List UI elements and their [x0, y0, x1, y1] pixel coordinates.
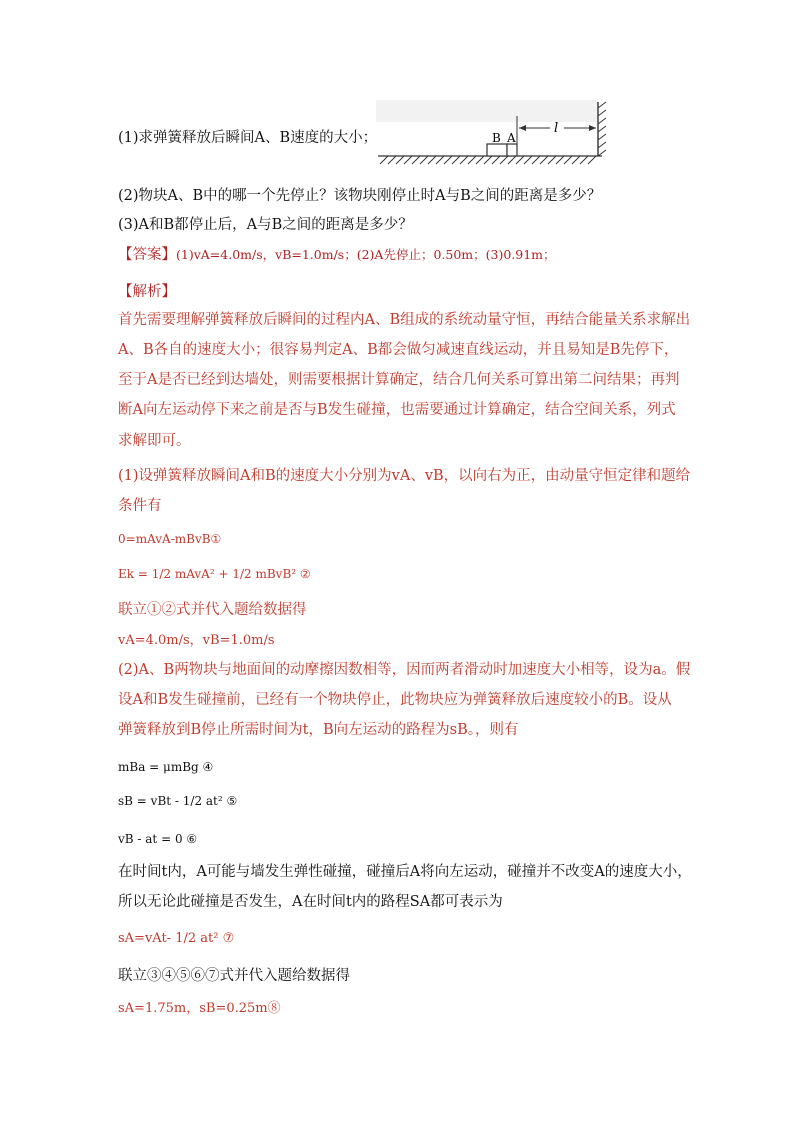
block-a [507, 144, 517, 156]
label-b: B [492, 131, 501, 145]
equation-1: 0=mAvA-mBvB① [118, 532, 222, 546]
answer-text: (1)vA=4.0m/s，vB=1.0m/s；(2)A先停止；0.50m；(3)0.91m； [176, 247, 556, 262]
analysis-p3-line-2: 设A和B发生碰撞前，已经有一个物块停止，此物块应为弹簧释放后速度较小的B。设从 [118, 692, 672, 708]
analysis-p1-line-4: 断A向左运动停下来之前是否与B发生碰撞，也需要通过计算确定，结合空间关系，列式 [118, 402, 676, 418]
equation-4: mBa = μmBg ④ [118, 760, 214, 774]
analysis-p4-line-1: 在时间t内，A可能与墙发生弹性碰撞，碰撞后A将向左运动，碰撞并不改变A的速度大小， [118, 864, 692, 880]
analysis-p2-line-2: 条件有 [118, 498, 162, 514]
question-1: (1)求弹簧释放后瞬间A、B速度的大小； [118, 130, 378, 146]
label-l: l [554, 121, 559, 136]
spring-blocks-figure [376, 98, 616, 168]
analysis-p4-line-2: 所以无论此碰撞是否发生，A在时间t内的路程SA都可表示为 [118, 894, 503, 910]
analysis-p3-line-1: (2)A、B两物块与地面间的动摩擦因数相等，因而两者滑动时加速度大小相等，设为a。假 [118, 662, 691, 678]
join-text-1: 联立①②式并代入题给数据得 [118, 602, 307, 618]
join-text-2: 联立③④⑤⑥⑦式并代入题给数据得 [118, 968, 350, 984]
answer-tag: 【答案】 [118, 247, 176, 263]
answer-line [118, 245, 556, 265]
equation-5: sB = vBt - 1/2 at² ⑤ [118, 794, 238, 808]
analysis-p2-line-1: (1)设弹簧释放瞬间A和B的速度大小分别为vA、vB，以向右为正，由动量守恒定律和题给 [118, 468, 691, 484]
label-a: A [507, 131, 516, 145]
equation-6: vB - at = 0 ⑥ [118, 832, 198, 846]
equation-2: Ek = 1/2 mAvA² + 1/2 mBvB² ② [118, 567, 311, 581]
block-b [487, 144, 507, 156]
analysis-p1-line-1: 首先需要理解弹簧释放后瞬间的过程内A、B组成的系统动量守恒，再结合能量关系求解出 [118, 312, 691, 328]
analysis-p1-line-5: 求解即可。 [118, 433, 191, 449]
question-3: (3)A和B都停止后，A与B之间的距离是多少？ [118, 217, 413, 233]
question-2: (2)物块A、B中的哪一个先停止？该物块刚停止时A与B之间的距离是多少？ [118, 188, 602, 204]
analysis-p1-line-3: 至于A是否已经到达墙处，则需要根据计算确定，结合几何关系可算出第二问结果；再判 [118, 372, 680, 388]
result-2: sA=1.75m，sB=0.25m⑧ [118, 1001, 281, 1016]
analysis-p1-line-2: A、B各自的速度大小；很容易判定A、B都会做匀减速直线运动，并且易知是B先停下， [118, 342, 679, 358]
result-1: vA=4.0m/s，vB=1.0m/s [118, 633, 275, 648]
analysis-tag: 【解析】 [118, 284, 176, 300]
equation-7: sA=vAt- 1/2 at² ⑦ [118, 931, 235, 946]
analysis-p3-line-3: 弹簧释放到B停止所需时间为t，B向左运动的路程为sB。，则有 [118, 722, 519, 738]
